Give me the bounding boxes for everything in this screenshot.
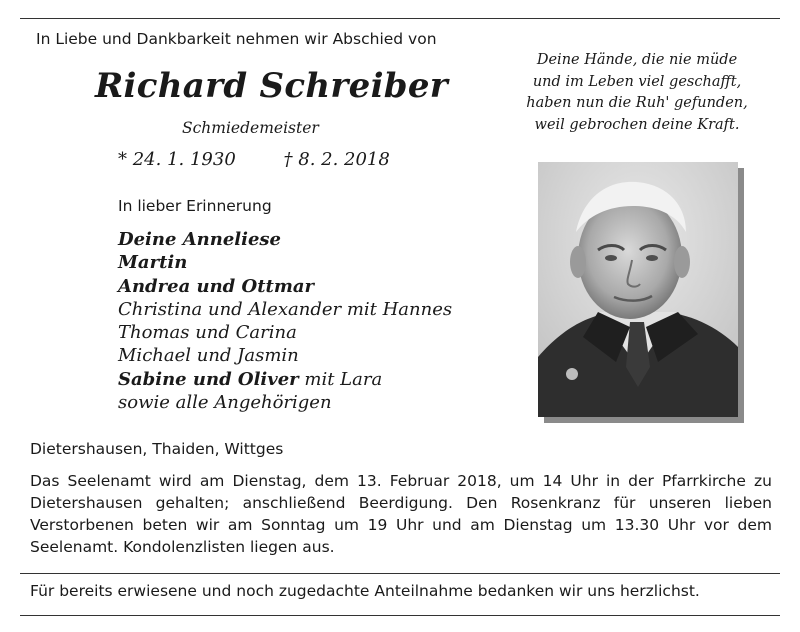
notice-word: um <box>509 472 535 490</box>
notice-word: Pfarrkirche <box>661 472 746 490</box>
notice-word: und <box>432 516 462 534</box>
notice-line <box>30 470 772 492</box>
notice-word: wird <box>158 472 192 490</box>
notice-word: vor <box>703 516 729 534</box>
portrait-image <box>538 162 738 417</box>
mourner-line <box>118 368 452 391</box>
notice-word: Dietershausen <box>30 494 143 512</box>
notice-word: dem <box>314 472 349 490</box>
mourner-line <box>118 321 452 344</box>
notice-line-last: Seelenamt. Kondolenzlisten liegen aus. <box>30 538 335 556</box>
notice-word: Seelenamt <box>67 472 151 490</box>
mourner-bold: Andrea und Ottmar <box>118 275 315 297</box>
notice-word: unseren <box>648 494 712 512</box>
notice-word: 14 <box>542 472 563 490</box>
notice-word: wir <box>195 516 220 534</box>
notice-word: 19 <box>367 516 388 534</box>
notice-word: Das <box>30 472 60 490</box>
notice-word: für <box>613 494 636 512</box>
birth-date: * 24. 1. 1930 <box>118 149 236 170</box>
notice-word: 2018, <box>457 472 502 490</box>
mourner-line <box>118 251 452 274</box>
notice-word: Uhr <box>396 516 424 534</box>
notice-word: um <box>581 516 607 534</box>
mourner-rest: sowie alle Angehörigen <box>118 392 332 414</box>
life-dates <box>118 149 390 170</box>
deceased-profession: Schmiedemeister <box>182 119 319 137</box>
notice-word: am <box>470 516 495 534</box>
mourner-line <box>118 391 452 414</box>
mourner-line <box>118 344 452 367</box>
mourner-line <box>118 275 452 298</box>
notice-word: am <box>199 472 225 490</box>
portrait-photo <box>538 162 746 424</box>
poem-line: haben nun die Ruh' gefunden, <box>526 95 748 111</box>
places-line: Dietershausen, Thaiden, Wittges <box>30 440 284 458</box>
divider <box>20 573 780 574</box>
death-date: † 8. 2. 2018 <box>283 149 390 170</box>
notice-word: Uhr <box>570 472 598 490</box>
notice-word: anschließend <box>242 494 346 512</box>
mourner-bold: Martin <box>118 252 188 274</box>
notice-word: Den <box>466 494 498 512</box>
notice-word: Beerdigung. <box>358 494 453 512</box>
notice-word: 13.30 <box>614 516 660 534</box>
notice-line <box>30 492 772 514</box>
notice-word: Uhr <box>667 516 696 534</box>
notice-word: Sonntag <box>261 516 326 534</box>
funeral-notice <box>30 470 772 558</box>
notice-word: Rosenkranz <box>510 494 601 512</box>
notice-word: um <box>334 516 360 534</box>
poem-line: Deine Hände, die nie müde <box>536 52 738 68</box>
mourner-rest: Michael und Jasmin <box>118 345 299 367</box>
mourners-list <box>118 228 452 414</box>
mourner-rest: Christina und Alexander mit Hannes <box>118 298 453 320</box>
intro-text: In Liebe und Dankbarkeit nehmen wir Abschied von <box>36 30 437 48</box>
mourner-rest: mit Lara <box>298 368 383 390</box>
thanks-text: Für bereits erwiesene und noch zugedachte Anteilnahme bedanken wir uns herzlichst. <box>30 582 700 600</box>
poem <box>522 50 752 136</box>
notice-word: Verstorbenen <box>30 516 134 534</box>
poem-line: weil gebrochen deine Kraft. <box>534 116 740 133</box>
mourner-rest: Thomas und Carina <box>118 322 297 344</box>
notice-word: in <box>605 472 621 490</box>
notice-word: lieben <box>724 494 772 512</box>
notice-word: am <box>227 516 253 534</box>
notice-line <box>30 514 772 536</box>
mourner-line <box>118 228 452 251</box>
notice-word: der <box>628 472 654 490</box>
mourner-bold: Sabine und Oliver <box>118 368 299 390</box>
notice-word: zu <box>753 472 772 490</box>
notice-word: Dienstag <box>503 516 573 534</box>
notice-word: Februar <box>389 472 450 490</box>
notice-word: gehalten; <box>155 494 230 512</box>
poem-line: und im Leben viel geschafft, <box>532 73 742 90</box>
remembrance-label: In lieber Erinnerung <box>118 197 272 215</box>
notice-word: 13. <box>357 472 382 490</box>
notice-word: beten <box>142 516 188 534</box>
mourner-bold: Deine Anneliese <box>118 229 282 250</box>
notice-word: Dienstag, <box>232 472 307 490</box>
mourner-line <box>118 298 452 321</box>
deceased-name: Richard Schreiber <box>95 66 449 106</box>
notice-word: dem <box>737 516 772 534</box>
